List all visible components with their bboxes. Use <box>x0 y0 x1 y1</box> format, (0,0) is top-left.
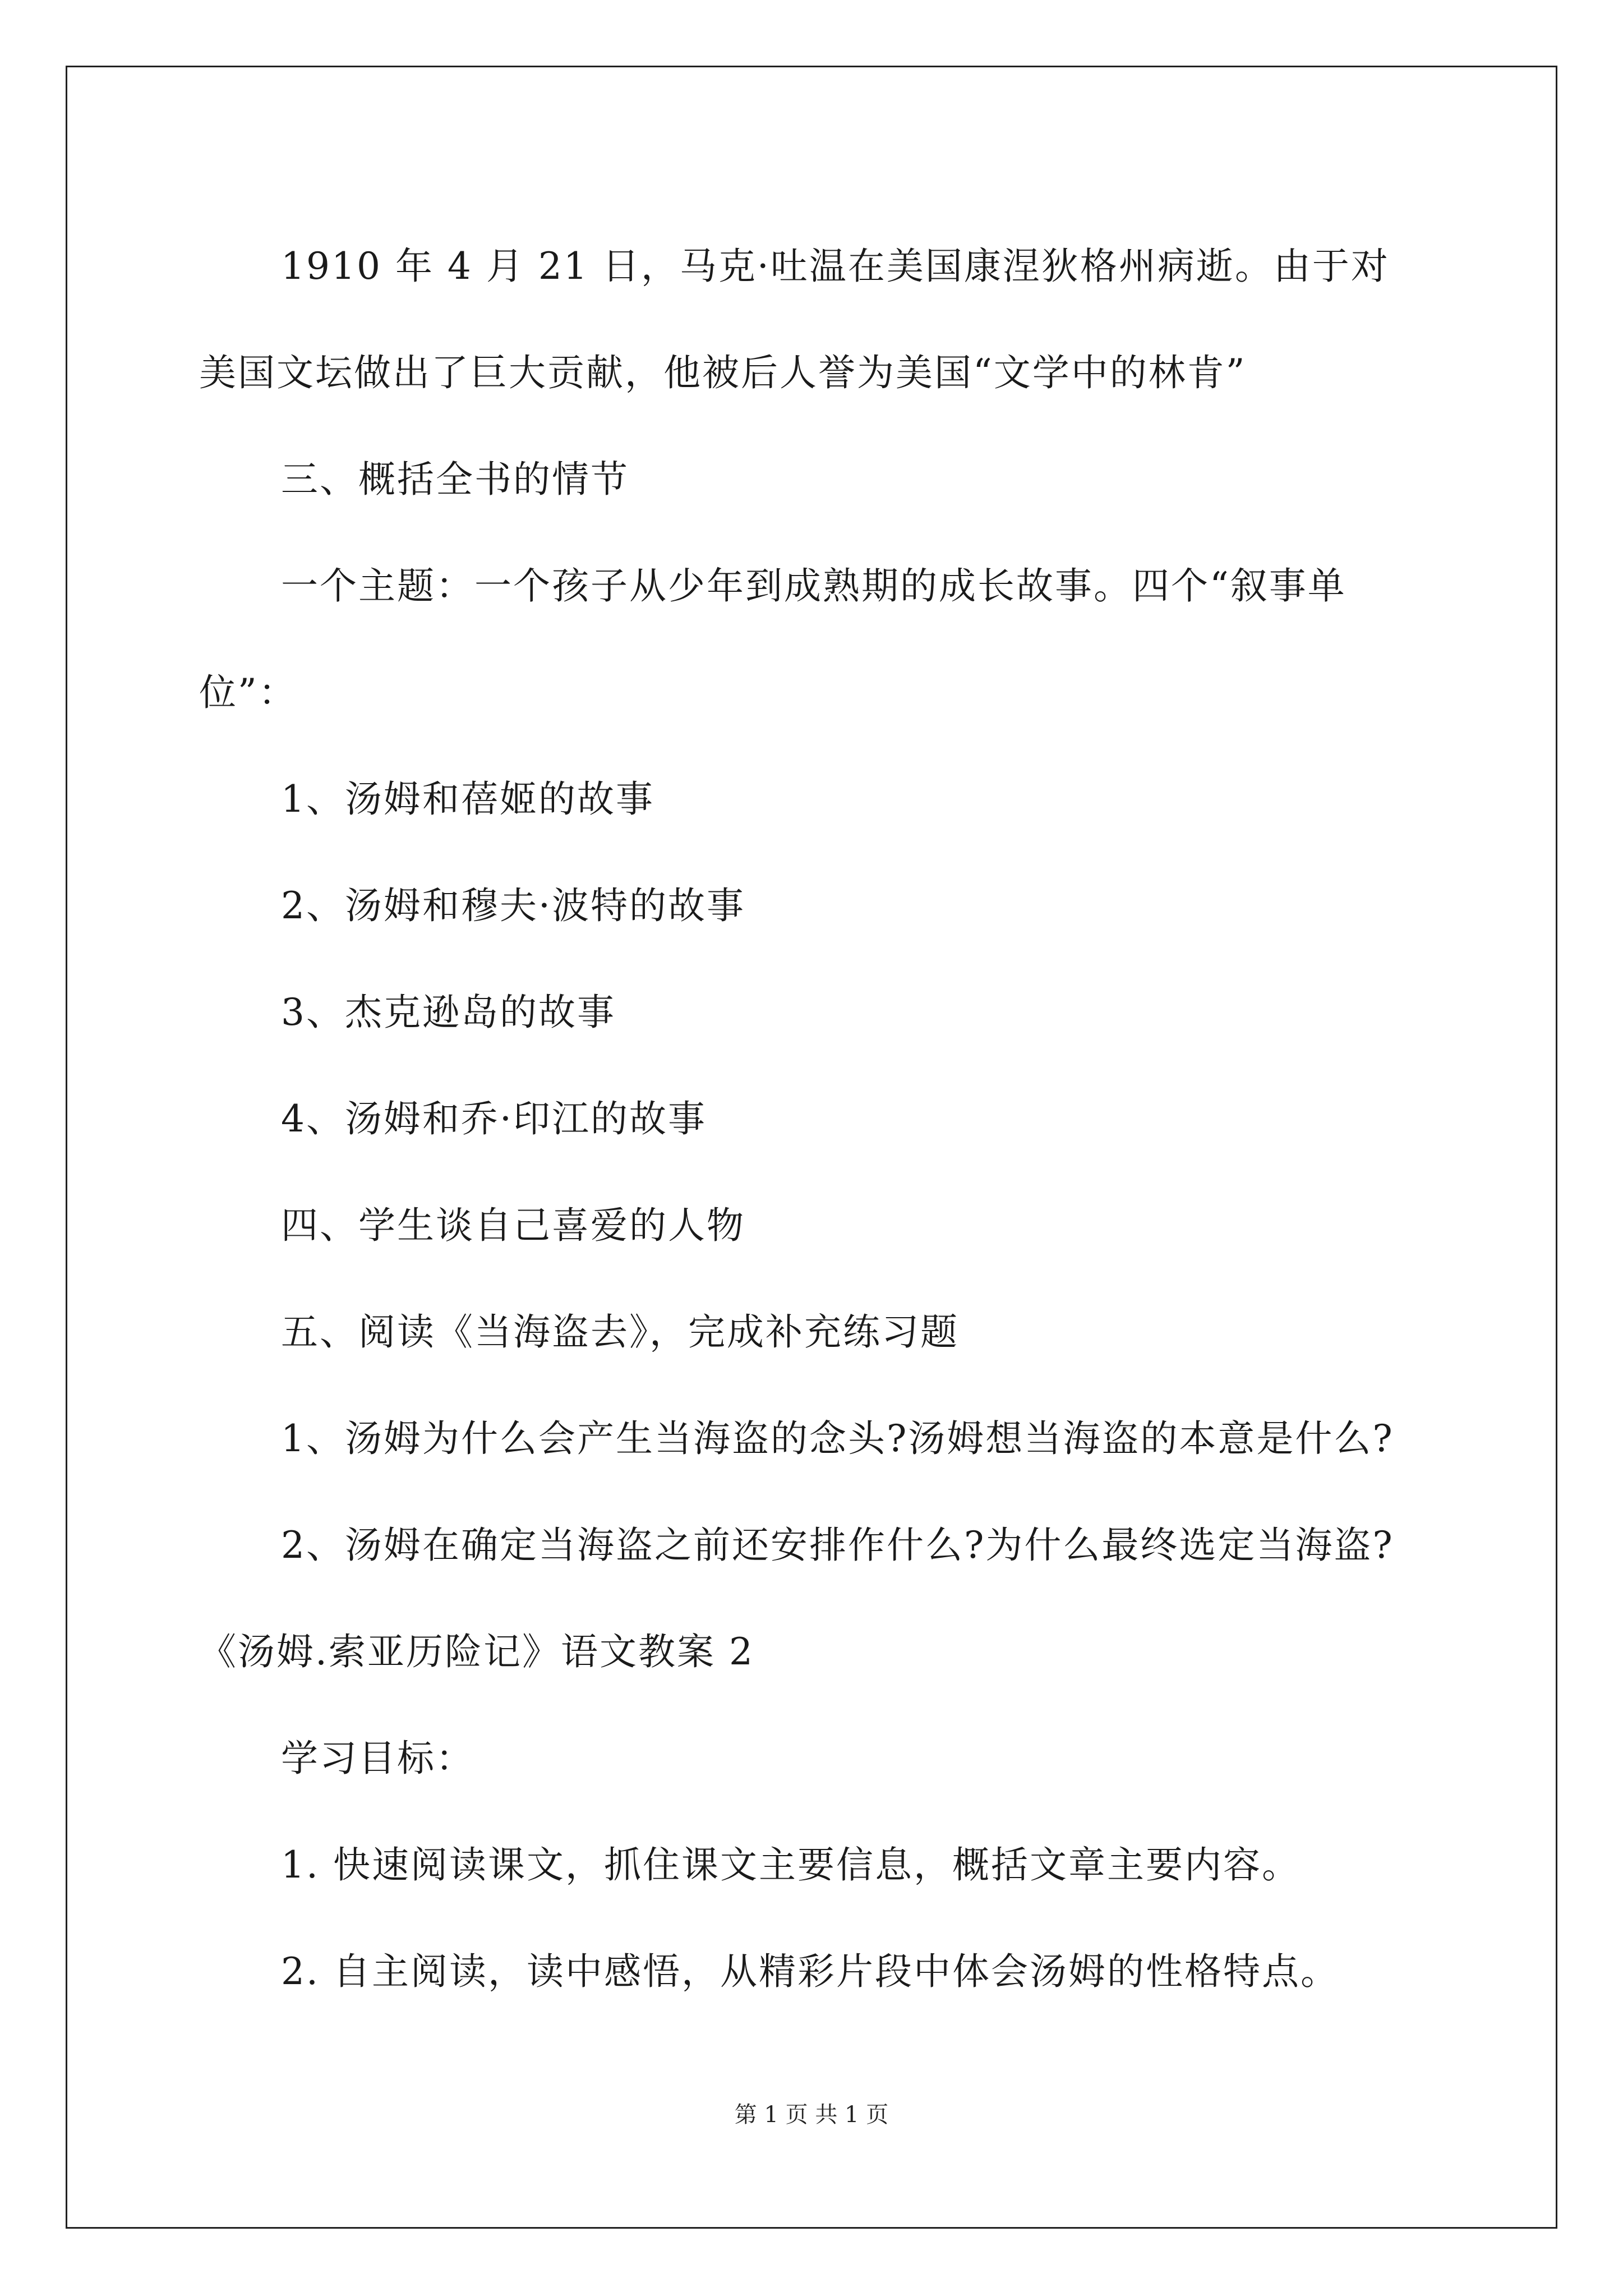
document-body <box>199 213 1422 2025</box>
objective-1: 1. 快速阅读课文，抓住课文主要信息，概括文章主要内容。 <box>281 1843 1301 1887</box>
section-heading-learning-objectives: 学习目标： <box>281 1737 474 1780</box>
objective-2: 2. 自主阅读，读中感悟，从精彩片段中体会汤姆的性格特点。 <box>281 1950 1339 1993</box>
paragraph-theme-line-2: 位”： <box>199 671 297 714</box>
list-item-story-4: 4、汤姆和乔·印江的故事 <box>281 1097 707 1140</box>
list-item-story-1: 1、汤姆和蓓姬的故事 <box>281 777 654 821</box>
paragraph-twain-death-line-1: 1910 年 4 月 21 日，马克·吐温在美国康涅狄格州病逝。由于对 <box>281 245 1390 288</box>
list-item-story-3: 3、杰克逊岛的故事 <box>281 991 616 1034</box>
section-heading-favorite-characters: 四、学生谈自己喜爱的人物 <box>281 1204 745 1247</box>
question-1: 1、汤姆为什么会产生当海盗的念头?汤姆想当海盗的本意是什么? <box>281 1417 1394 1460</box>
section-heading-reading-exercise: 五、阅读《当海盗去》，完成补充练习题 <box>281 1310 959 1354</box>
question-2: 2、汤姆在确定当海盗之前还安排作什么?为什么最终选定当海盗? <box>281 1524 1394 1567</box>
paragraph-twain-death-line-2: 美国文坛做出了巨大贡献，他被后人誉为美国“文学中的林肯” <box>199 351 1247 394</box>
page-footer: 第 1 页 共 1 页 <box>734 2102 889 2128</box>
lesson-plan-title-2: 《汤姆.索亚历险记》语文教案 2 <box>199 1630 754 1673</box>
list-item-story-2: 2、汤姆和穆夫·波特的故事 <box>281 884 745 927</box>
paragraph-theme-line-1: 一个主题：一个孩子从少年到成熟期的成长故事。四个“叙事单 <box>281 564 1347 608</box>
section-heading-plot-summary: 三、概括全书的情节 <box>281 458 629 501</box>
